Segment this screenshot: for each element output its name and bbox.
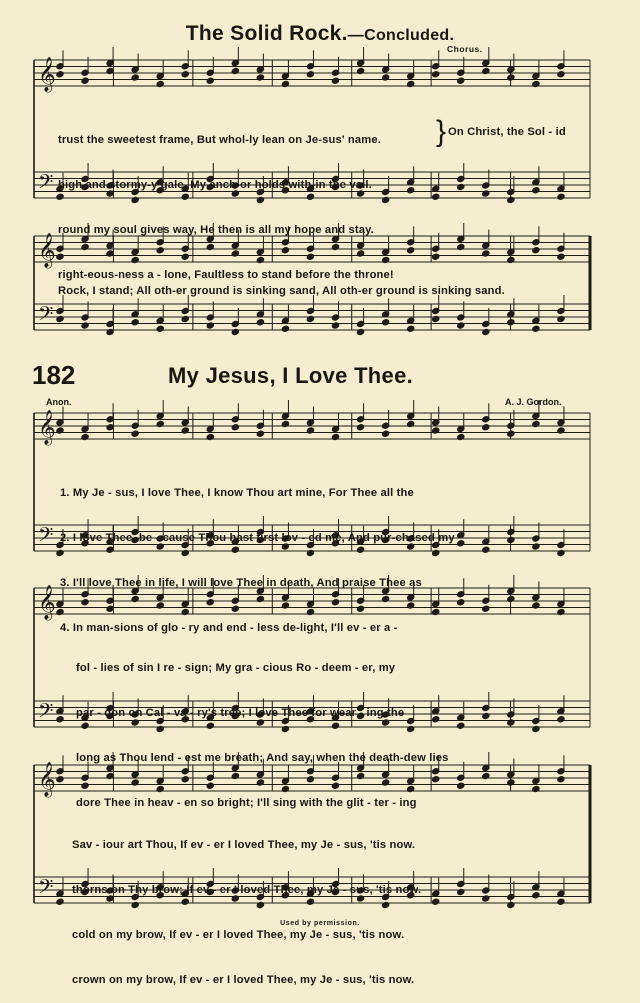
note-head: [482, 712, 490, 719]
note-head: [532, 602, 540, 609]
note-head: [482, 328, 490, 335]
note-head: [331, 322, 339, 329]
hymn1-chorus-lyric-2: Rock, I stand; All oth-er ground is sinking sand, All oth-er ground is sinking sand.: [58, 285, 505, 297]
note-head: [306, 315, 314, 322]
lyric-line: par - don on Cal - va - ry's tree; I love Thee for wear - ing the: [76, 707, 405, 719]
note-head: [532, 543, 540, 550]
bass-clef: 𝄢: [38, 302, 54, 330]
note-head: [156, 325, 164, 332]
author-left: Anon.: [46, 397, 72, 407]
note-head: [382, 319, 390, 326]
note-head: [432, 71, 440, 78]
note-head: [532, 785, 540, 792]
note-head: [507, 196, 515, 203]
note-head: [532, 80, 540, 87]
note-head: [432, 898, 440, 905]
note-head: [181, 71, 189, 78]
note-head: [457, 722, 465, 729]
note-head: [206, 322, 214, 329]
note-head: [306, 427, 314, 434]
note-head: [231, 328, 239, 335]
note-head: [482, 895, 490, 902]
note-head: [507, 719, 515, 726]
bass-clef: 𝄢: [38, 523, 54, 551]
note-head: [56, 776, 64, 783]
treble-clef: 𝄞: [38, 410, 56, 445]
note-head: [532, 420, 540, 427]
note-head: [507, 430, 515, 437]
note-head: [281, 325, 289, 332]
note-head: [482, 67, 490, 74]
note-head: [557, 193, 565, 200]
note-head: [56, 427, 64, 434]
treble-clef: 𝄞: [38, 233, 56, 268]
note-head: [131, 74, 139, 81]
note-head: [432, 193, 440, 200]
note-head: [557, 776, 565, 783]
note-head: [231, 67, 239, 74]
lyric-line: trust the sweetest frame, But whol-ly lean on Je-sus' name.: [58, 134, 381, 146]
note-head: [557, 315, 565, 322]
note-head: [532, 325, 540, 332]
note-head: [306, 71, 314, 78]
note-head: [356, 328, 364, 335]
lyric-line: crown on my brow, If ev - er I loved Thee, my Je - sus, 'tis now.: [72, 974, 415, 986]
lyric-line: fol - lies of sin I re - sign; My gra - cious Ro - deem - er, my: [76, 662, 396, 674]
note-head: [407, 187, 415, 194]
bass-clef: 𝄢: [38, 170, 54, 198]
author-right: A. J. Gordon.: [505, 397, 562, 407]
note-head: [532, 247, 540, 254]
lyric-line: 3. I'll love Thee in life, I will love Thee in death, And praise Thee as: [60, 577, 422, 589]
lyric-line: round my soul gives way, He then is all my hope and stay.: [58, 224, 374, 236]
hymn2-lyrics-block3: [72, 808, 421, 1003]
note-head: [206, 433, 214, 440]
hymn2-lyrics-block2: [76, 631, 448, 826]
note-head: [407, 325, 415, 332]
lyric-line: cold on my brow, If ev - er I loved Thee, my Je - sus, 'tis now.: [72, 929, 405, 941]
note-head: [56, 71, 64, 78]
note-head: [331, 77, 339, 84]
note-head: [557, 71, 565, 78]
note-head: [482, 546, 490, 553]
note-head: [557, 716, 565, 723]
note-head: [482, 250, 490, 257]
note-head: [131, 319, 139, 326]
lyric-line: dore Thee in heav - en so bright; I'll sing with the glit - ter - ing: [76, 797, 417, 809]
note-head: [56, 898, 64, 905]
note-head: [81, 433, 89, 440]
note-head: [356, 424, 364, 431]
note-head: [407, 420, 415, 427]
note-head: [432, 315, 440, 322]
bass-clef: 𝄢: [38, 699, 54, 727]
note-head: [457, 888, 465, 895]
note-head: [507, 74, 515, 81]
note-head: [457, 322, 465, 329]
lyric-line: thorns on Thy brow; If ev - er I loved Thee, my Je - sus, 'tis now.: [72, 884, 422, 896]
note-head: [482, 190, 490, 197]
note-head: [131, 430, 139, 437]
note-head: [382, 74, 390, 81]
note-head: [482, 772, 490, 779]
note-head: [457, 540, 465, 547]
hymn1-verse-lyrics: [58, 103, 394, 298]
note-head: [106, 328, 114, 335]
note-head: [457, 243, 465, 250]
lyric-line: high and stormy-y gale, My anch-or holds with-in the vail.: [58, 179, 372, 191]
note-head: [256, 430, 264, 437]
lyric-line: Sav - iour art Thou, If ev - er I loved Thee, my Je - sus, 'tis now.: [72, 839, 416, 851]
note-head: [557, 549, 565, 556]
note-head: [557, 427, 565, 434]
note-head: [482, 605, 490, 612]
lyric-line: 1. My Je - sus, I love Thee, I know Thou art mine, For Thee all the: [60, 487, 414, 499]
chorus-label: Chorus.: [447, 44, 483, 54]
lyric-line: 4. In man-sions of glo - ry and end - less de-light, I'll ev - er a -: [60, 622, 398, 634]
lyric-line: right-eous-ness a - lone, Faultless to stand before the throne!: [58, 269, 394, 281]
note-head: [156, 420, 164, 427]
note-head: [457, 599, 465, 606]
permission-note: Used by permission.: [280, 920, 360, 927]
note-head: [432, 253, 440, 260]
note-head: [231, 424, 239, 431]
hymn2-title: My Jesus, I Love Thee.: [168, 363, 414, 388]
note-head: [557, 253, 565, 260]
note-head: [557, 898, 565, 905]
hymn1-title: The Solid Rock.—Concluded.: [185, 22, 455, 45]
hymn1-chorus-lyric-1: On Christ, the Sol - id: [448, 126, 566, 138]
note-head: [281, 420, 289, 427]
note-head: [457, 433, 465, 440]
note-head: [382, 430, 390, 437]
note-head: [407, 247, 415, 254]
note-head: [457, 782, 465, 789]
lyric-line: long as Thou lend - est me breath; And say, when the death-dew lies: [76, 752, 449, 764]
note-head: [557, 608, 565, 615]
note-head: [507, 536, 515, 543]
treble-clef: 𝄞: [38, 585, 56, 620]
note-head: [432, 427, 440, 434]
hymn-number: 182: [32, 360, 76, 390]
note-head: [281, 80, 289, 87]
note-head: [256, 74, 264, 81]
note-head: [56, 315, 64, 322]
note-head: [507, 901, 515, 908]
note-head: [482, 424, 490, 431]
note-head: [457, 183, 465, 190]
note-head: [532, 187, 540, 194]
note-head: [256, 319, 264, 326]
lyric-line: 2. I love Thee, be - cause Thou hast first lov - ed me, And pur-chased my: [60, 532, 455, 544]
note-head: [206, 77, 214, 84]
verse-brace: }: [436, 115, 447, 148]
note-head: [181, 315, 189, 322]
note-head: [507, 595, 515, 602]
note-head: [181, 427, 189, 434]
note-head: [81, 322, 89, 329]
note-head: [81, 77, 89, 84]
note-head: [532, 892, 540, 899]
note-head: [457, 77, 465, 84]
note-head: [507, 779, 515, 786]
note-head: [532, 725, 540, 732]
treble-clef: 𝄞: [38, 762, 56, 797]
bass-clef: 𝄢: [38, 875, 54, 903]
note-head: [507, 256, 515, 263]
note-head: [407, 80, 415, 87]
hymn2-lyrics-block1: [60, 456, 455, 651]
treble-clef: 𝄞: [38, 57, 56, 92]
note-head: [356, 67, 364, 74]
note-head: [56, 716, 64, 723]
note-head: [156, 80, 164, 87]
note-head: [331, 433, 339, 440]
note-head: [507, 319, 515, 326]
